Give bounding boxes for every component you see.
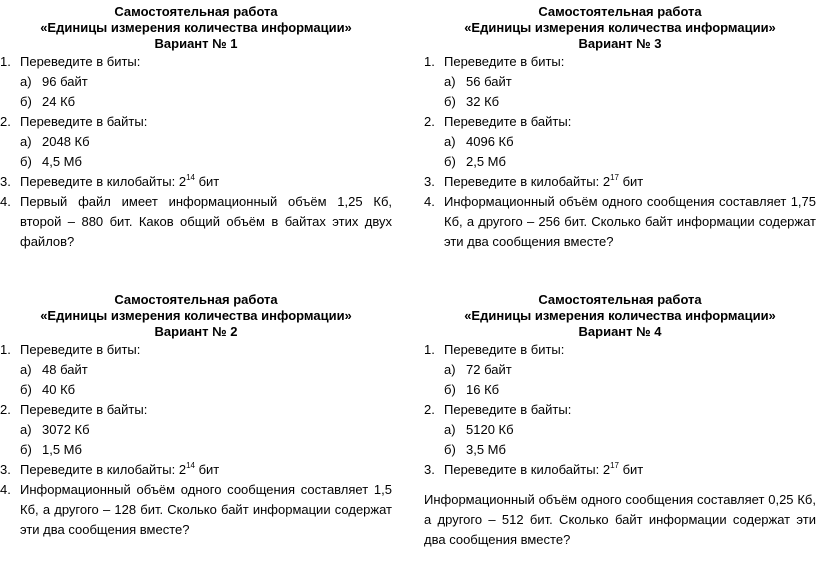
subtask-text: 40 Кб (42, 382, 76, 397)
subtask-b (0, 380, 392, 400)
task-text: Переведите в байты: (444, 114, 572, 129)
subtask-b (424, 152, 816, 172)
task-3 (0, 460, 392, 480)
subtask-a (424, 72, 816, 92)
subtask-b (424, 92, 816, 112)
subtask-text: 32 Кб (466, 94, 500, 109)
task-3-unit: бит (194, 174, 220, 189)
subtask-marker: б) (20, 94, 32, 109)
task-number: 3. (0, 462, 11, 477)
subtask-marker: б) (20, 154, 32, 169)
subtask-a (0, 72, 392, 92)
power-exponent: 17 (610, 460, 619, 470)
task-text: Первый файл имеет информационный объём 1,25 Кб, второй – 880 бит. Каков общий объём в байтах этих двух файлов? (20, 194, 392, 249)
task-3-text: Переведите в килобайты: 2 (444, 174, 611, 189)
variant-1-title: Самостоятельная работа (114, 4, 278, 19)
task-number: 4. (424, 194, 435, 209)
task-3-text: Переведите в килобайты: 2 (20, 174, 187, 189)
subtask-a (424, 132, 816, 152)
task-text (444, 460, 643, 480)
subtask-text: 56 байт (466, 74, 512, 89)
task-text: Переведите в биты: (20, 342, 141, 357)
task-1 (0, 52, 392, 72)
subtask-marker: а) (444, 74, 456, 89)
variant-2-title: Самостоятельная работа (114, 292, 278, 307)
task-3 (0, 172, 392, 192)
subtask-marker: а) (20, 134, 32, 149)
task-2 (0, 400, 392, 420)
task-text: Информационный объём одного сообщения составляет 1,5 Кб, а другого – 128 бит. Сколько байт информации содержат эти два сообщения вместе? (20, 482, 392, 537)
task-number: 3. (424, 174, 435, 189)
subtask-marker: б) (20, 382, 32, 397)
power-exponent: 14 (186, 172, 195, 182)
task-number: 4. (0, 194, 11, 209)
subtask-b (424, 440, 816, 460)
task-text: Переведите в биты: (444, 54, 565, 69)
task-text (20, 460, 219, 480)
power-exponent: 17 (610, 172, 619, 182)
task-3-unit: бит (618, 462, 644, 477)
subtask-a (0, 132, 392, 152)
task-number: 3. (0, 174, 11, 189)
variant-3-title: Самостоятельная работа (538, 4, 702, 19)
variant-1-label: Вариант № 1 (154, 36, 238, 51)
subtask-text: 3,5 Мб (466, 442, 506, 457)
task-text: Переведите в байты: (444, 402, 572, 417)
variant-4-label: Вариант № 4 (578, 324, 662, 339)
task-text: Переведите в биты: (20, 54, 141, 69)
subtask-marker: б) (444, 442, 456, 457)
task-number: 4. (0, 482, 11, 497)
variant-1-subtitle: «Единицы измерения количества информации» (40, 20, 352, 35)
subtask-b (424, 380, 816, 400)
variant-2-block (0, 292, 392, 540)
task-text: Информационный объём одного сообщения составляет 1,75 Кб, а другого – 256 бит. Сколько байт информации содержат эти два сообщения вместе? (444, 194, 816, 249)
subtask-text: 48 байт (42, 362, 88, 377)
subtask-text: 96 байт (42, 74, 88, 89)
task-number: 3. (424, 462, 435, 477)
subtask-marker: б) (444, 382, 456, 397)
task-3-unit: бит (618, 174, 644, 189)
subtask-a (0, 420, 392, 440)
task-2 (424, 112, 816, 132)
task-text: Переведите в биты: (444, 342, 565, 357)
task-text: Переведите в байты: (20, 114, 148, 129)
task-3 (424, 460, 816, 480)
task-3-text: Переведите в килобайты: 2 (20, 462, 187, 477)
task-text: Переведите в байты: (20, 402, 148, 417)
subtask-marker: б) (444, 94, 456, 109)
task-number: 2. (424, 402, 435, 417)
task-3-text: Переведите в килобайты: 2 (444, 462, 611, 477)
variant-3-label: Вариант № 3 (578, 36, 662, 51)
task-4-text: Информационный объём одного сообщения составляет 0,25 Кб, а другого – 512 бит. Сколько байт информации содержат эти два сообщения вместе? (424, 492, 816, 547)
subtask-marker: б) (20, 442, 32, 457)
subtask-text: 16 Кб (466, 382, 500, 397)
subtask-marker: а) (444, 422, 456, 437)
subtask-text: 72 байт (466, 362, 512, 377)
task-number: 1. (424, 342, 435, 357)
task-1 (424, 340, 816, 360)
subtask-marker: а) (444, 362, 456, 377)
variant-1-block (0, 4, 392, 252)
subtask-text: 5120 Кб (466, 422, 514, 437)
power-exponent: 14 (186, 460, 195, 470)
variant-3-subtitle: «Единицы измерения количества информации» (464, 20, 776, 35)
task-number: 1. (0, 54, 11, 69)
subtask-text: 2048 Кб (42, 134, 90, 149)
task-number: 2. (0, 402, 11, 417)
subtask-marker: а) (20, 362, 32, 377)
subtask-a (424, 420, 816, 440)
task-number: 2. (424, 114, 435, 129)
subtask-marker: б) (444, 154, 456, 169)
task-number: 1. (424, 54, 435, 69)
task-number: 2. (0, 114, 11, 129)
variant-4-block (424, 292, 816, 550)
subtask-b (0, 152, 392, 172)
subtask-marker: а) (20, 422, 32, 437)
subtask-marker: а) (444, 134, 456, 149)
task-text (20, 172, 219, 192)
variant-2-label: Вариант № 2 (154, 324, 238, 339)
task-2 (0, 112, 392, 132)
task-3-unit: бит (194, 462, 220, 477)
variant-3-block (424, 4, 816, 252)
task-4 (424, 192, 816, 252)
task-4 (0, 480, 392, 540)
subtask-marker: а) (20, 74, 32, 89)
task-4 (0, 192, 392, 252)
subtask-text: 1,5 Мб (42, 442, 82, 457)
subtask-b (0, 440, 392, 460)
variant-4-subtitle: «Единицы измерения количества информации» (464, 308, 776, 323)
variant-4-title: Самостоятельная работа (538, 292, 702, 307)
task-text (444, 172, 643, 192)
subtask-a (0, 360, 392, 380)
subtask-text: 4,5 Мб (42, 154, 82, 169)
subtask-text: 3072 Кб (42, 422, 90, 437)
task-3 (424, 172, 816, 192)
task-1 (424, 52, 816, 72)
task-2 (424, 400, 816, 420)
subtask-text: 4096 Кб (466, 134, 514, 149)
variant-2-subtitle: «Единицы измерения количества информации» (40, 308, 352, 323)
task-1 (0, 340, 392, 360)
subtask-text: 24 Кб (42, 94, 76, 109)
subtask-a (424, 360, 816, 380)
subtask-text: 2,5 Мб (466, 154, 506, 169)
subtask-b (0, 92, 392, 112)
task-number: 1. (0, 342, 11, 357)
